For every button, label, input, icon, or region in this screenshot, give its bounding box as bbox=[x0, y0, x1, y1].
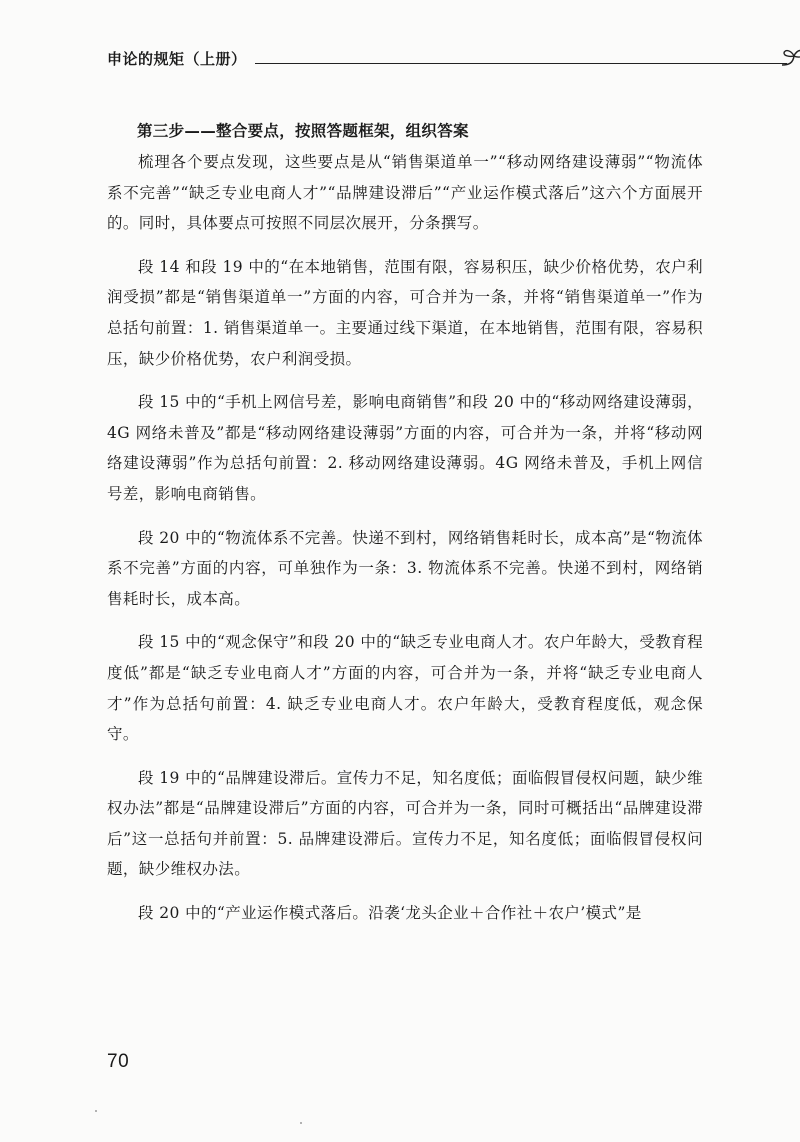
paragraph-sales-channel: 段 14 和段 19 中的“在本地销售，范围有限，容易积压，缺少价格优势，农户利润受损”都是“销售渠道单一”方面的内容，可合并为一条，并将“销售渠道单一”作为总括句前置：1. 销售渠道单一。主要通过线下渠道，在本地销售，范围有限，容易积压，缺少价格优势，农户利润受损。 bbox=[107, 257, 703, 368]
page-content bbox=[107, 118, 703, 929]
header-rule bbox=[255, 63, 787, 64]
scan-speck bbox=[95, 1110, 97, 1112]
paragraph-industry-model: 段 20 中的“产业运作模式落后。沿袭‘龙头企业＋合作社＋农户’模式”是 bbox=[138, 904, 642, 923]
section-heading: 第三步——整合要点，按照答题框架，组织答案 bbox=[137, 122, 469, 140]
paragraph-logistics: 段 20 中的“物流体系不完善。快递不到村，网络销售耗时长，成本高”是“物流体系不完善”方面的内容，可单独作为一条：3. 物流体系不完善。快递不到村，网络销售耗时长，成本高。 bbox=[107, 528, 703, 608]
paragraph-brand-building: 段 19 中的“品牌建设滞后。宣传力不足，知名度低；面临假冒侵权问题，缺少维权办法”都是“品牌建设滞后”方面的内容，可合并为一条，同时可概括出“品牌建设滞后”这一总括句并前置：5. 品牌建设滞后。宣传力不足，知名度低；面临假冒侵权问题，缺少维权办法。 bbox=[107, 768, 703, 879]
paragraph-ecommerce-talent: 段 15 中的“观念保守”和段 20 中的“缺乏专业电商人才。农户年龄大，受教育程度低”都是“缺乏专业电商人才”方面的内容，可合并为一条，并将“缺乏专业电商人才”作为总括句前置：4. 缺乏专业电商人才。农户年龄大，受教育程度低，观念保守。 bbox=[107, 633, 703, 744]
page-number: 70 bbox=[107, 1051, 130, 1072]
scan-speck bbox=[300, 1122, 302, 1124]
paragraph-overview: 梳理各个要点发现，这些要点是从“销售渠道单一”“移动网络建设薄弱”“物流体系不完善”“缺乏专业电商人才”“品牌建设滞后”“产业运作模式落后”这六个方面展开的。同时，具体要点可按照不同层次展开，分条撰写。 bbox=[107, 153, 703, 233]
book-title: 申论的规矩（上册） bbox=[107, 50, 247, 68]
sprout-icon bbox=[779, 46, 800, 72]
paragraph-mobile-network: 段 15 中的“手机上网信号差，影响电商销售”和段 20 中的“移动网络建设薄弱，4G 网络未普及”都是“移动网络建设薄弱”方面的内容，可合并为一条，并将“移动网络建设薄弱”作为总括句前置：2. 移动网络建设薄弱。4G 网络未普及，手机上网信号差，影响电商销售。 bbox=[107, 393, 703, 503]
running-header bbox=[107, 46, 707, 76]
